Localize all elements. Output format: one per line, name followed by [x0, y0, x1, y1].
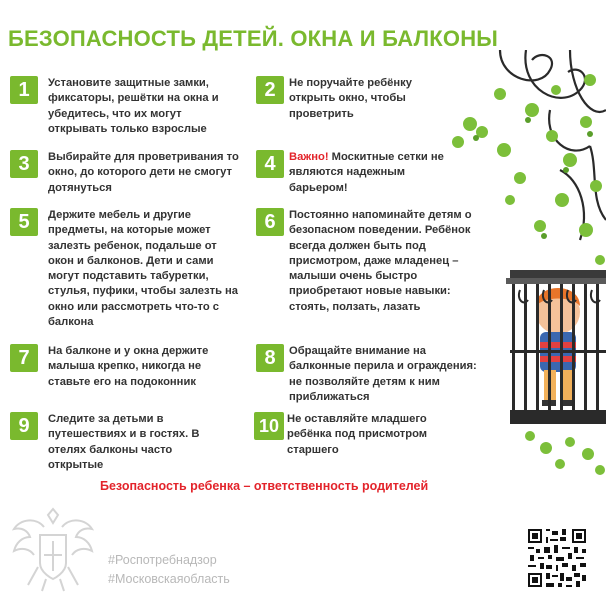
qr-code-icon[interactable]	[526, 527, 588, 589]
tip-text: Выбирайте для проветривания то окно, до которого дети не смогут дотянуться	[48, 151, 239, 194]
tip-text: Держите мебель и другие предметы, на которые может залезть ребенок, подальше от окон и балконов. Дети и сами могут подставить табуретки, стулья, пуфики, чтобы залезть на окно или рассмотреть что-то с балкона	[48, 209, 239, 329]
footer-slogan: Безопасность ребенка – ответственность родителей	[100, 479, 429, 493]
emblem-icon	[8, 505, 98, 595]
hashtag[interactable]: #Роспотребнадзор	[108, 553, 217, 567]
tip-number: 4	[256, 150, 284, 178]
hashtags	[108, 551, 230, 589]
tip-1	[10, 76, 240, 140]
balcony-child-illustration	[440, 50, 606, 500]
tip-text: На балконе и у окна держите малыша крепко, никогда не ставьте его на подоконник	[48, 345, 209, 388]
tip-number: 8	[256, 344, 284, 372]
tip-9	[10, 412, 240, 471]
tip-5	[10, 208, 240, 329]
tip-number: 6	[256, 208, 284, 236]
important-label: Важно!	[289, 151, 329, 163]
tip-text: Постоянно напоминайте детям о безопасном поведении. Ребёнок всегда должен быть под присмотром, даже младенец – малыши очень быстро приобретают новые навыки: стоять, ползать, лазать	[289, 209, 472, 313]
tip-text: Следите за детьми в путешествиях и в гостях. В отелях балконы часто открытые	[48, 413, 200, 471]
tip-text: Не поручайте ребёнку открыть окно, чтобы проветрить	[289, 77, 412, 120]
tip-number: 1	[10, 76, 38, 104]
tip-3	[10, 150, 240, 200]
page-title: БЕЗОПАСНОСТЬ ДЕТЕЙ. ОКНА И БАЛКОНЫ	[8, 26, 499, 51]
tip-number: 3	[10, 150, 38, 178]
tip-text	[289, 150, 449, 196]
tip-text-rest: Москитные сетки не являются надежным барьером!	[289, 151, 444, 194]
tip-text: Установите защитные замки, фиксаторы, решётки на окна и убедитесь, что их могут открывать только взрослые	[48, 77, 219, 135]
tip-number: 9	[10, 412, 38, 440]
tip-number: 10	[254, 412, 284, 440]
tip-number: 5	[10, 208, 38, 236]
hashtag[interactable]: #Московскаяобласть	[108, 572, 230, 586]
tip-number: 7	[10, 344, 38, 372]
tip-7	[10, 344, 240, 392]
tip-text: Не оставляйте младшего ребёнка под присмотром старшего	[287, 413, 428, 456]
tip-text: Обращайте внимание на балконные перила и ограждения: не позволяйте детям к ним приближаться	[289, 345, 477, 403]
tip-number: 2	[256, 76, 284, 104]
